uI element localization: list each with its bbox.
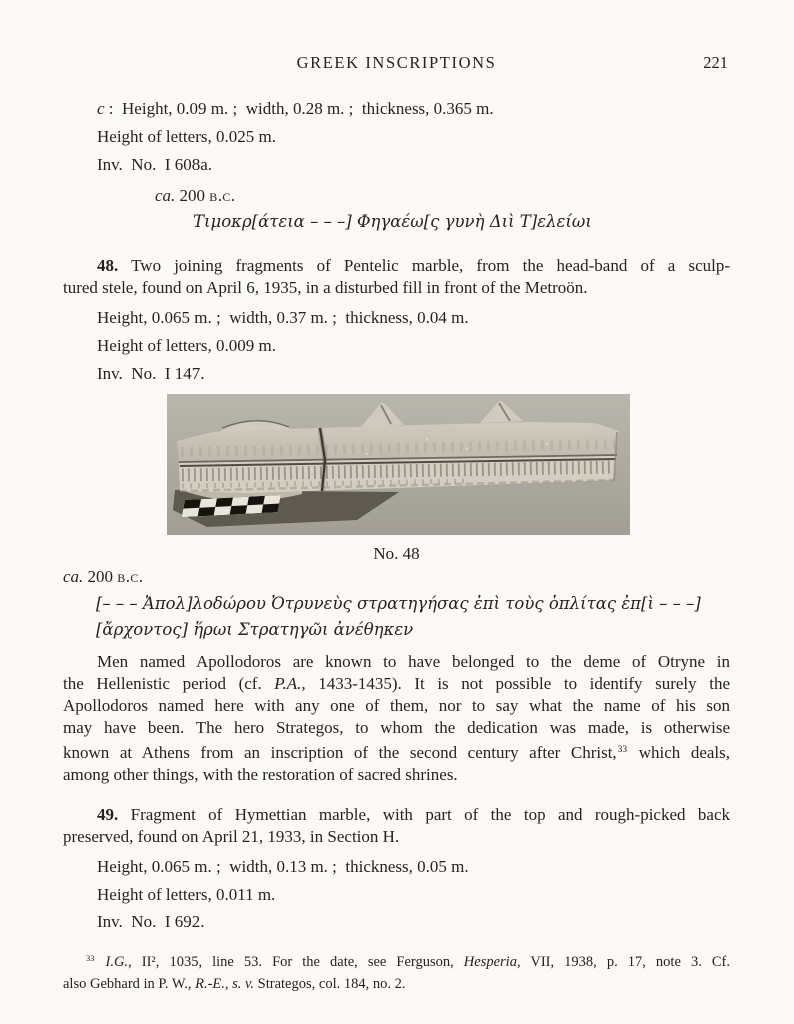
cited-work: P.A. [274,674,302,693]
entry-48-letter-height: Height of letters, 0.009 m. [97,336,276,355]
entry-49-letter-height: Height of letters, 0.011 m. [97,885,276,904]
commentary-line-2 [63,673,730,695]
date-year: 200 [179,186,206,205]
entry-48-number: 48. [97,256,119,275]
commentary-text: known at Athens from an inscription of the second century after Christ, [63,743,617,762]
commentary-line-4: may have been. The hero Strategos, to whom the dedication was made, is otherwise [63,718,730,737]
entry-48-description-line-1 [63,255,730,277]
entry-48-greek-inscription [63,591,730,643]
stone-speckle [426,438,428,440]
commentary-line-1: Men named Apollodoros are known to have belonged to the deme of Otryne in [97,652,730,671]
entry-49-number: 49. [97,805,119,824]
commentary-line-5 [63,739,730,764]
commentary-text: which deals, [628,743,730,762]
footnote-text: also Gebhard in P. W., [63,976,196,992]
footnote-line-2 [63,973,730,995]
stone-speckle [366,453,368,455]
cited-work: Hesperia [463,954,517,970]
footnote-number: 33 [86,953,95,963]
date-year: 200 [87,567,114,586]
entry-49-description-line-2: preserved, found on April 21, 1933, in Section H. [63,827,400,846]
item-c-inventory: Inv. No. I 608a. [97,155,213,174]
entry-48-date [63,566,730,588]
commentary-line-6: among other things, with the restoration of sacred shrines. [63,765,458,784]
entry-49-description-line-1 [63,804,730,826]
greek-inscription-line-2: [ἄρχοντος] ἥρωι Στρατηγῶι ἀνέθηκεν [96,620,414,639]
commentary-line-3: Apollodoros named here with any one of them, nor to say what the name of his son [63,696,730,715]
photo-caption: No. 48 [373,544,420,563]
entry-48-description-text-1: Two joining fragments of Pentelic marble, from the head-band of a sculp- [131,256,730,275]
footnote-text: , VII, 1938, p. 17, note 3. Cf. [516,954,730,970]
greek-inscription-line-1: [– – – Ἀπολ]λοδώρου Ὀτρυνεὺς στρατηγήσας ἐπὶ τοὺς ὁπλίτας ἐπ[ὶ – – –] [96,594,701,613]
stone-speckle [546,443,548,445]
cited-work: s. v. [232,976,255,992]
footnote-text: , II², 1035, line 53. For the date, see Ferguson, [128,954,464,970]
stone-speckle [466,448,468,450]
entry-49-dimensions: Height, 0.065 m. ; width, 0.13 m. ; thickness, 0.05 m. [97,857,469,876]
item-c-dimensions-text: : Height, 0.09 m. ; width, 0.28 m. ; thickness, 0.365 m. [104,99,494,118]
date-era: b.c. [117,567,144,586]
item-c-label: c [97,99,105,118]
entry-48-description-line-2: tured stele, found on April 6, 1935, in a disturbed fill in front of the Metroön. [63,278,588,297]
footnote-reference: 33 [617,745,628,755]
cited-work: I.G. [105,954,129,970]
circa-label: ca. [63,567,84,586]
entry-49-description-text-1: Fragment of Hymettian marble, with part of the top and rough-picked back [130,805,730,824]
footnote-line-1 [63,947,730,973]
footnote-text: Strategos, col. 184, no. 2. [254,976,406,992]
commentary-text: the Hellenistic period (cf. [63,674,275,693]
cited-work: R.-E. [195,976,225,992]
entry-49-inventory: Inv. No. I 692. [97,912,205,931]
commentary-text: , 1433-1435). It is not possible to identify surely the [301,674,731,693]
item-c-date [63,185,730,207]
page-number: 221 [703,53,728,72]
inscription-photo [167,394,630,535]
entry-48-dimensions: Height, 0.065 m. ; width, 0.37 m. ; thickness, 0.04 m. [97,308,469,327]
date-era: b.c. [209,186,236,205]
footnote-text: , [224,976,233,992]
page-header [63,52,730,74]
item-c-letter-height: Height of letters, 0.025 m. [97,127,276,146]
running-head: GREEK INSCRIPTIONS [296,53,497,72]
item-c-greek-inscription: Τιμοκρ[άτεια – – –] Φηγαέω[ς γυνὴ Διὶ Τ]ελείωι [193,212,592,231]
entry-48-commentary [63,651,730,786]
item-c-dimensions [63,98,730,120]
inscription-photo-figure [167,394,630,535]
entry-48-inventory: Inv. No. I 147. [97,364,205,383]
footnote-33 [63,947,730,995]
circa-label: ca. [155,186,176,205]
